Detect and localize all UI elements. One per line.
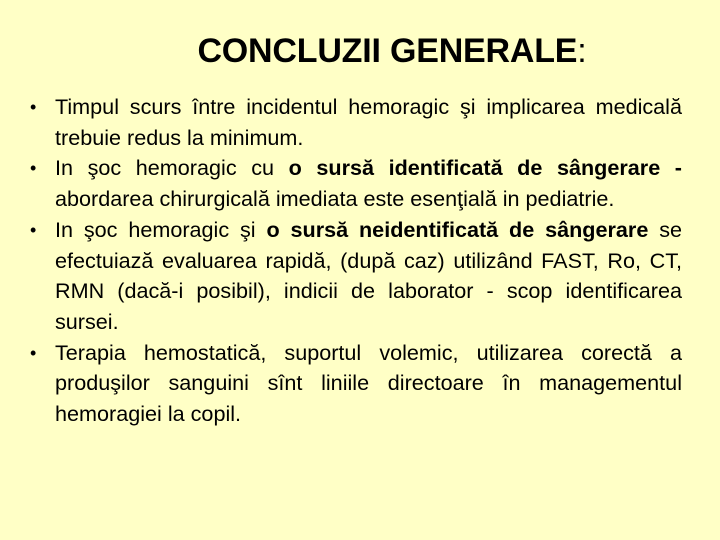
bullet-item <box>30 215 682 338</box>
bullet-dot: • <box>30 97 37 117</box>
conclusions-list <box>30 92 682 430</box>
bullet-text: Timpul scurs între incidentul hemoragic şi implicarea medicală trebuie redus la minimum. <box>55 94 682 150</box>
bullet-emphasis: o sursă neidentificată de sângerare <box>266 216 649 242</box>
bullet-emphasis: o sursă identificată de sângerare - <box>288 155 682 181</box>
bullet-dot: • <box>30 158 37 179</box>
slide-title-text: CONCLUZII GENERALE <box>197 32 578 70</box>
bullet-dot: • <box>30 342 37 363</box>
slide-title <box>0 32 720 71</box>
bullet-dot: • <box>30 219 37 240</box>
bullet-text: In şoc hemoragic cu <box>55 155 289 181</box>
bullet-item <box>30 153 682 214</box>
bullet-item <box>30 92 682 153</box>
bullet-text: Terapia hemostatică, suportul volemic, utilizarea corectă a produşilor sanguini sînt liniile directoare în managementul hemoragiei la copil. <box>55 339 682 427</box>
bullet-text: se efectuiază evaluarea rapidă, (după caz) utilizând FAST, Ro, CT, RMN (dacă-i posibil), indicii de laborator - scop identificarea sursei. <box>55 216 683 334</box>
bullet-item <box>30 338 682 430</box>
slide-title-colon: : <box>577 32 587 70</box>
bullet-text: In şoc hemoragic şi <box>55 216 267 242</box>
bullet-text: abordarea chirurgicală imediata este esenţială in pediatrie. <box>55 186 615 212</box>
